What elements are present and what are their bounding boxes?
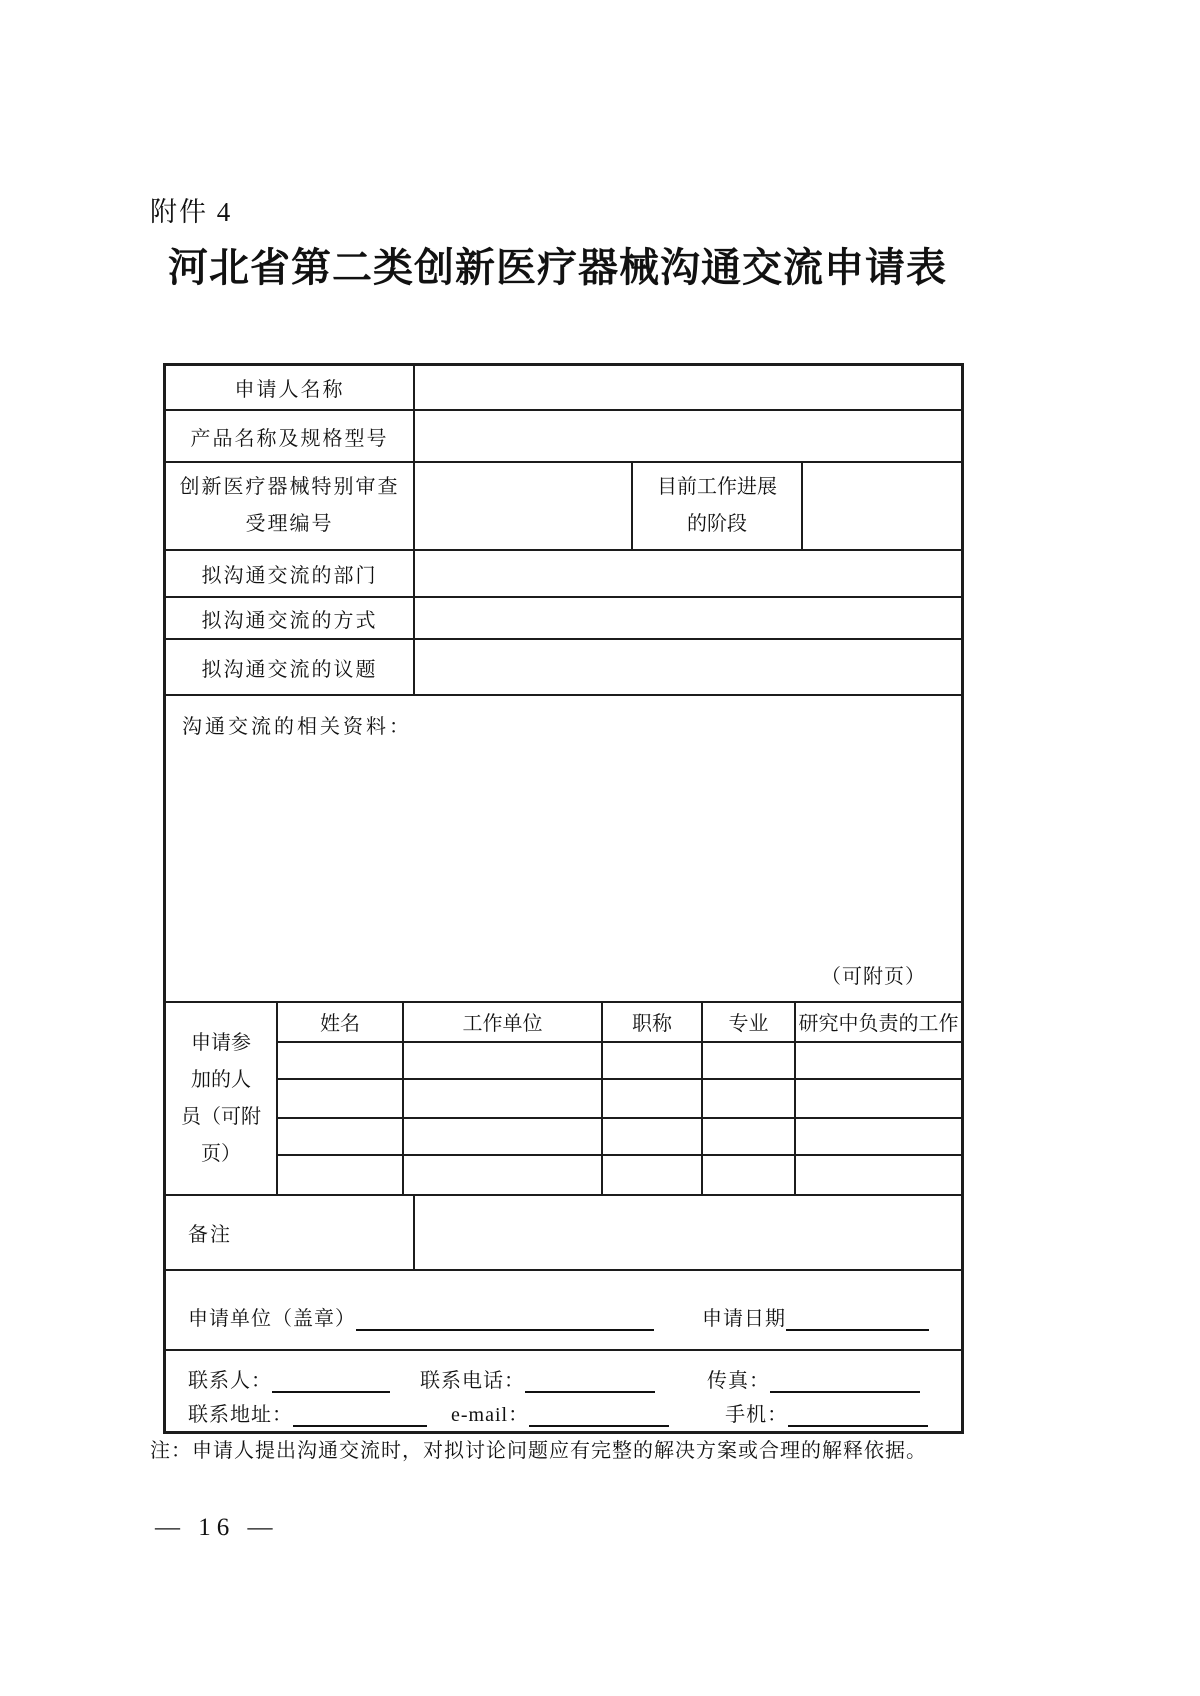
applicant-unit-seal-label: 申请单位（盖章） (188, 1308, 356, 1330)
footnote: 注：申请人提出沟通交流时，对拟讨论问题应有完整的解决方案或合理的解释依据。 (150, 1440, 927, 1462)
contact-address-label: 联系地址： (188, 1404, 293, 1426)
acceptance-number-value (415, 463, 633, 549)
participant-cell (796, 1043, 961, 1079)
table-row-department (166, 551, 961, 598)
participant-cell (603, 1080, 703, 1117)
contact-phone-label: 联系电话： (420, 1370, 525, 1392)
method-label: 拟沟通交流的方式 (166, 598, 415, 638)
participant-row (278, 1119, 961, 1157)
fax-label: 传真： (707, 1370, 770, 1392)
table-row-remarks (166, 1196, 961, 1271)
column-header-work-unit: 工作单位 (404, 1003, 603, 1041)
materials-label: 沟通交流的相关资料： (182, 716, 412, 738)
column-header-job-title: 职称 (603, 1003, 703, 1041)
participant-cell (703, 1043, 796, 1079)
acceptance-number-label: 创新医疗器械特别审查 受理编号 (166, 463, 415, 549)
application-form-table (163, 363, 964, 1434)
column-header-name: 姓名 (278, 1003, 404, 1041)
participant-cell (278, 1043, 404, 1079)
table-row-acceptance-number (166, 463, 961, 551)
progress-stage-value (803, 463, 961, 549)
participant-cell (603, 1119, 703, 1155)
contact-address-blank (293, 1403, 427, 1427)
participant-cell (796, 1080, 961, 1117)
participants-label: 申请参 加的人 员（可附 页） (166, 1003, 278, 1194)
participant-cell (796, 1119, 961, 1155)
email-blank (529, 1403, 669, 1427)
department-label: 拟沟通交流的部门 (166, 551, 415, 596)
table-row-product-name (166, 411, 961, 463)
participant-cell (404, 1043, 603, 1079)
applicant-name-label: 申请人名称 (166, 366, 415, 409)
topics-value (415, 640, 961, 694)
table-row-topics (166, 640, 961, 696)
topics-label: 拟沟通交流的议题 (166, 640, 415, 694)
table-row-participants (166, 1003, 961, 1196)
remarks-value (415, 1196, 961, 1269)
contact-person-label: 联系人： (188, 1370, 272, 1392)
email-label: e-mail： (451, 1404, 530, 1426)
participant-row (278, 1043, 961, 1081)
participant-cell (404, 1080, 603, 1117)
table-row-method (166, 598, 961, 640)
participant-cell (404, 1156, 603, 1194)
participants-grid (278, 1003, 961, 1194)
participant-cell (278, 1119, 404, 1155)
participant-cell (703, 1156, 796, 1194)
participant-row (278, 1156, 961, 1194)
remarks-label: 备注 (166, 1196, 415, 1269)
participant-cell (703, 1080, 796, 1117)
progress-stage-label: 目前工作进展 的阶段 (633, 463, 803, 549)
table-row-contacts (166, 1351, 961, 1431)
page-number: — 16 — (155, 1514, 279, 1541)
participant-row (278, 1080, 961, 1119)
participant-cell (703, 1119, 796, 1155)
unit-signature-blank (356, 1307, 654, 1331)
participant-cell (796, 1156, 961, 1194)
page-title: 河北省第二类创新医疗器械沟通交流申请表 (168, 245, 947, 290)
date-blank (786, 1307, 929, 1331)
contacts-line-1 (188, 1359, 961, 1393)
participant-cell (603, 1043, 703, 1079)
contact-person-blank (272, 1369, 390, 1393)
materials-attach-note: （可附页） (821, 966, 926, 988)
department-value (415, 551, 961, 596)
table-row-applicant-name (166, 366, 961, 411)
mobile-blank (788, 1403, 928, 1427)
product-name-label: 产品名称及规格型号 (166, 411, 415, 461)
participant-cell (404, 1119, 603, 1155)
table-row-materials (166, 696, 961, 1003)
mobile-label: 手机： (725, 1404, 789, 1426)
contacts-line-2 (188, 1393, 961, 1427)
fax-blank (770, 1369, 920, 1393)
application-date-label: 申请日期 (702, 1308, 786, 1330)
column-header-specialty: 专业 (703, 1003, 796, 1041)
applicant-name-value (415, 366, 961, 409)
attachment-label: 附件 4 (150, 197, 233, 227)
participants-header-row (278, 1003, 961, 1043)
table-row-signature (166, 1271, 961, 1351)
method-value (415, 598, 961, 638)
column-header-research-role: 研究中负责的工作 (798, 1013, 959, 1036)
participant-cell (603, 1156, 703, 1194)
product-name-value (415, 411, 961, 461)
contact-phone-blank (525, 1369, 655, 1393)
participant-cell (278, 1156, 404, 1194)
participant-cell (278, 1080, 404, 1117)
